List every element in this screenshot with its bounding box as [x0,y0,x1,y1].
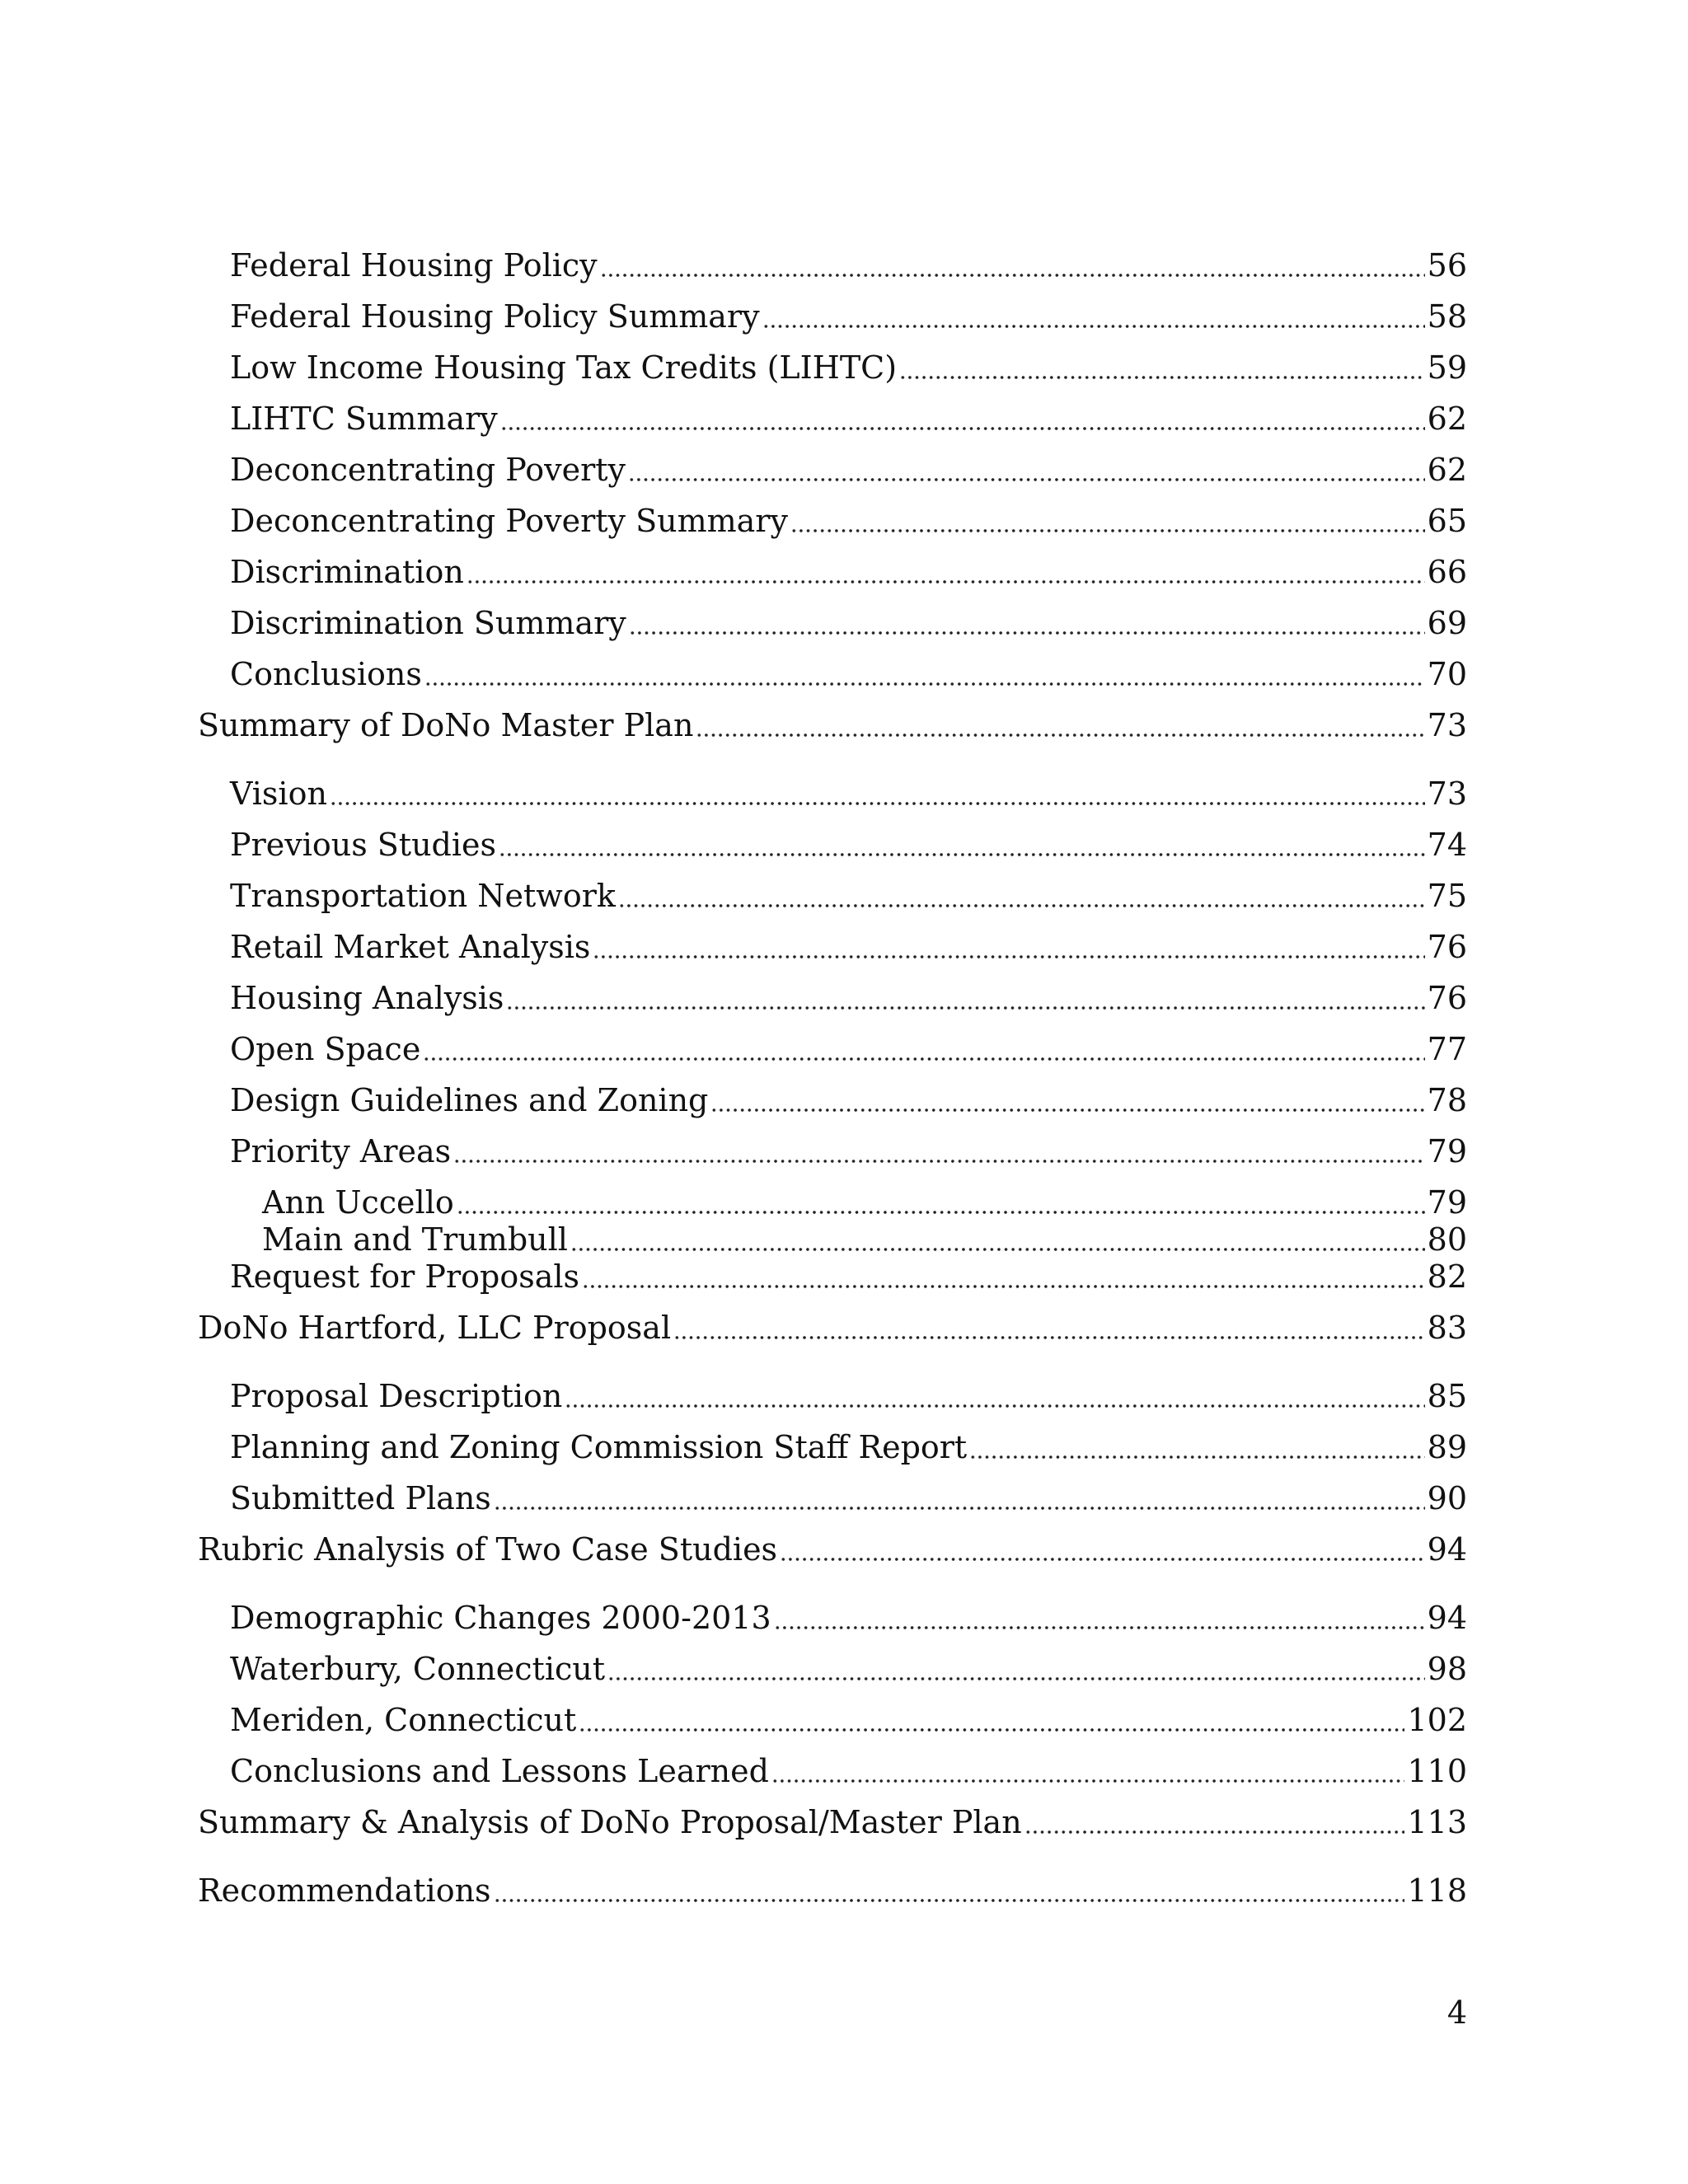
toc-entry-title: Open Space [230,1031,421,1067]
toc-entry[interactable] [230,1128,1467,1174]
toc-section[interactable] [198,1868,1467,1914]
dot-leader [628,476,1425,483]
toc-entry[interactable] [230,1595,1467,1641]
toc-entry-title: Proposal Description [230,1378,563,1414]
toc-entry-page: 58 [1427,298,1467,335]
dot-leader [506,1005,1424,1011]
dot-leader [762,323,1425,330]
dot-leader [453,1158,1424,1165]
dot-leader [579,1727,1404,1733]
toc-entry-title: Deconcentrating Poverty [230,452,626,488]
dot-leader [618,902,1425,909]
dot-leader [499,851,1425,858]
toc-entry-title: Summary of DoNo Master Plan [198,707,694,743]
toc-entry-page: 59 [1427,349,1467,386]
toc-entry-page: 70 [1427,656,1467,692]
toc-entry-page: 79 [1427,1133,1467,1169]
toc-entry-title: Federal Housing Policy Summary [230,298,760,335]
toc-entry[interactable] [230,1424,1467,1470]
toc-entry-title: Summary & Analysis of DoNo Proposal/Master Plan [198,1804,1022,1840]
toc-entry-page: 90 [1427,1480,1467,1516]
toc-entry[interactable] [230,549,1467,595]
dot-leader [673,1334,1425,1341]
toc-entry[interactable] [230,498,1467,544]
toc-entry[interactable] [230,873,1467,919]
dot-leader [423,1056,1424,1062]
dot-leader [424,681,1425,687]
dot-leader [607,1675,1425,1682]
toc-entry-page: 74 [1427,827,1467,863]
dot-leader [467,579,1425,585]
toc-entry-page: 98 [1427,1651,1467,1687]
dot-leader [570,1246,1425,1253]
toc-entry-title: Deconcentrating Poverty Summary [230,503,788,539]
toc-section[interactable] [198,702,1467,748]
toc-entry[interactable] [230,1077,1467,1123]
dot-leader [771,1778,1405,1784]
toc-entry-title: Rubric Analysis of Two Case Studies [198,1531,778,1568]
toc-entry-page: 62 [1427,401,1467,437]
toc-entry[interactable] [230,1697,1467,1743]
toc-entry-page: 113 [1407,1804,1467,1840]
toc-entry-page: 76 [1427,929,1467,965]
toc-entry-page: 73 [1427,707,1467,743]
toc-entry[interactable] [230,1373,1467,1419]
dot-leader [457,1209,1425,1216]
toc-entry[interactable] [230,975,1467,1021]
toc-entry-page: 56 [1427,247,1467,284]
dot-leader [790,527,1425,534]
toc-entry-page: 85 [1427,1378,1467,1414]
dot-leader [774,1624,1425,1631]
toc-entry-page: 89 [1427,1429,1467,1465]
toc-entry-page: 110 [1407,1753,1467,1789]
toc-entry-title: Federal Housing Policy [230,247,598,284]
toc-entry-page: 102 [1407,1702,1467,1738]
toc-entry[interactable] [230,447,1467,493]
toc-entry[interactable] [230,242,1467,288]
toc-entry-title: Discrimination [230,554,464,590]
page-number: 4 [1447,1994,1467,2031]
toc-entry-page: 66 [1427,554,1467,590]
dot-leader [565,1403,1424,1409]
toc-entry-title: Meriden, Connecticut [230,1702,577,1738]
toc-entry-title: Low Income Housing Tax Credits (LIHTC) [230,349,898,386]
toc-entry-page: 94 [1427,1600,1467,1636]
toc-entry-title: Planning and Zoning Commission Staff Report [230,1429,968,1465]
toc-entry-title: Transportation Network [230,878,616,914]
toc-entry[interactable] [230,1646,1467,1692]
dot-leader [494,1897,1405,1904]
toc-entry-title: Recommendations [198,1872,491,1909]
dot-leader [1025,1829,1405,1835]
dot-leader [710,1107,1424,1113]
toc-entry-title: DoNo Hartford, LLC Proposal [198,1310,672,1346]
toc-entry[interactable] [230,822,1467,868]
toc-entry-title: Conclusions and Lessons Learned [230,1753,769,1789]
toc-entry-page: 79 [1427,1184,1467,1221]
toc-entry-page: 80 [1427,1221,1467,1258]
toc-entry[interactable] [230,1475,1467,1521]
toc-entry-title: Request for Proposals [230,1258,580,1295]
toc-entry-page: 83 [1427,1310,1467,1346]
toc-entry-page: 78 [1427,1082,1467,1118]
toc-entry-page: 69 [1427,605,1467,641]
toc-entry-title: LIHTC Summary [230,401,498,437]
toc-entry[interactable] [230,1254,1467,1300]
toc-entry[interactable] [230,771,1467,817]
toc-entry[interactable] [230,293,1467,340]
toc-entry-page: 76 [1427,980,1467,1016]
dot-leader [969,1454,1424,1460]
toc-entry-page: 75 [1427,878,1467,914]
toc-entry-title: Ann Uccello [262,1184,454,1221]
toc-entry-page: 82 [1427,1258,1467,1295]
dot-leader [780,1556,1425,1563]
toc-entry[interactable] [230,1748,1467,1794]
toc-entry-page: 94 [1427,1531,1467,1568]
toc-entry-page: 62 [1427,452,1467,488]
dot-leader [593,954,1424,960]
toc-entry-title: Discrimination Summary [230,605,626,641]
toc-entry[interactable] [230,344,1467,391]
toc-entry[interactable] [230,600,1467,646]
toc-entry-title: Demographic Changes 2000-2013 [230,1600,771,1636]
dot-leader [500,425,1425,432]
toc-section[interactable] [198,1799,1467,1845]
toc-entry-title: Previous Studies [230,827,497,863]
toc-entry[interactable] [230,396,1467,442]
toc-section[interactable] [198,1305,1467,1351]
toc-entry-title: Design Guidelines and Zoning [230,1082,709,1118]
dot-leader [494,1505,1425,1511]
toc-entry-page: 77 [1427,1031,1467,1067]
toc-entry-title: Main and Trumbull [262,1221,568,1258]
dot-leader [696,732,1424,738]
toc-entry[interactable] [230,1026,1467,1072]
toc-entry[interactable] [230,924,1467,970]
toc-entry-title: Waterbury, Connecticut [230,1651,605,1687]
toc-entry-page: 65 [1427,503,1467,539]
dot-leader [330,800,1425,807]
toc-entry-title: Submitted Plans [230,1480,491,1516]
toc-section[interactable] [198,1526,1467,1572]
toc-entry[interactable] [230,651,1467,697]
dot-leader [629,630,1425,636]
dot-leader [899,374,1425,381]
toc-entry-title: Housing Analysis [230,980,504,1016]
dot-leader [582,1283,1425,1290]
toc-entry-title: Retail Market Analysis [230,929,591,965]
toc-entry-title: Priority Areas [230,1133,452,1169]
toc-entry-page: 118 [1407,1872,1467,1909]
dot-leader [600,272,1425,279]
toc-entry-page: 73 [1427,776,1467,812]
toc-entry-title: Vision [230,776,327,812]
toc-entry-title: Conclusions [230,656,422,692]
